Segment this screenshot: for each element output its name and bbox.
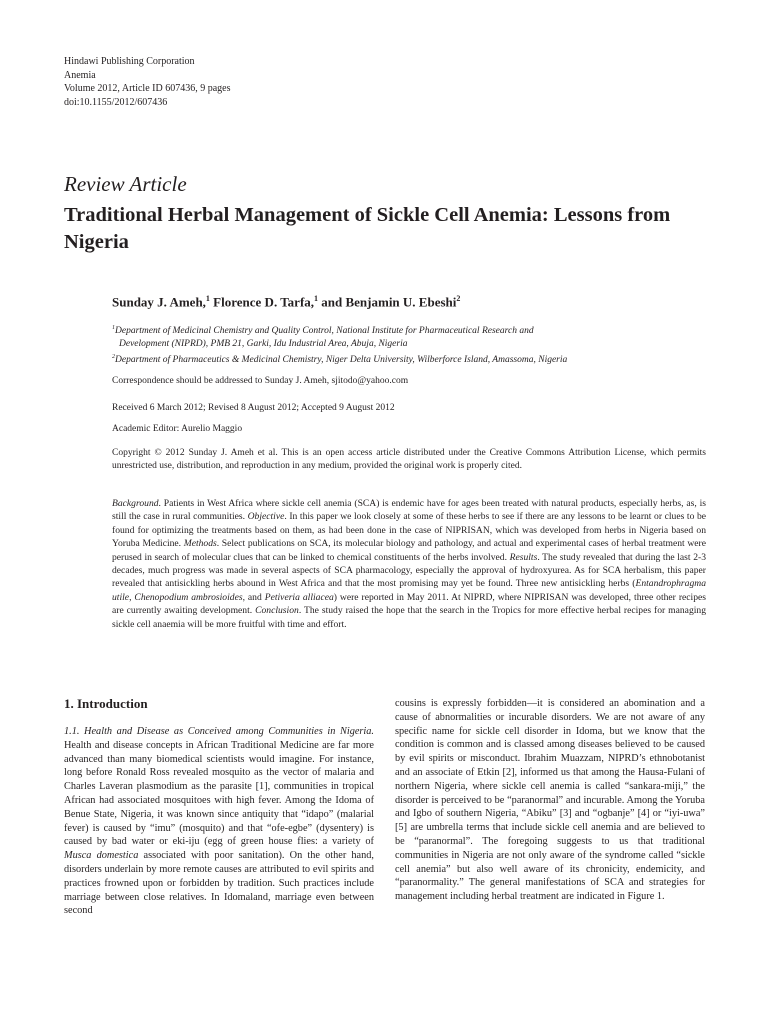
author-affil-mark: 1	[205, 294, 210, 303]
academic-editor: Academic Editor: Aurelio Maggio	[112, 424, 243, 434]
publisher-name: Hindawi Publishing Corporation	[64, 56, 195, 67]
subsection-heading: 1.1. Health and Disease as Conceived among Communities in Nigeria.	[64, 726, 374, 737]
abstract: Background. Patients in West Africa where sickle cell anemia (SCA) is endemic have for ages been treated with natural products, especially herbs, as, is still the case in rural communities. Objective. In this paper we look closely at some of these herbs to see if there are any lessons to be learnt or clues to be found for optimizing the treatments based on them, as had been done in the case of NIPRISAN, which was developed from herbs in Nigeria based on Yoruba Medicine. Methods. Select publications on SCA, its molecular biology and pathology, and actual and experimental cases of herbal treatment were perused in search of molecular clues that can be linked to chemical constituents of the herbs involved. Results. The study revealed that during the last 2-3 decades, much progress was made in several aspects of SCA pharmacology, especially the approval of hydroxyurea. As for SCA herbalism, this paper revealed that antisickling herbs abound in West Africa and that the most promising may yet be found. Three new antisickling herbs (Entandrophragma utile, Chenopodium ambrosioides, and Petiveria alliacea) were reported in May 2011. At NIPRD, where NIPRISAN was developed, three other recipes are currently awaiting development. Conclusion. The study raised the hope that the search in the Tropics for more effective herbal recipes for managing sickle cell anaemia will be more fruitful with time and effort.	[112, 498, 706, 630]
affiliation-1: $^1$Department of Medicinal Chemistry and Quality Control, National Institute for Pharmaceutical Research and	[112, 325, 534, 337]
author-name: Florence D. Tarfa,	[209, 294, 315, 310]
article-dates: Received 6 March 2012; Revised 8 August 2012; Accepted 9 August 2012	[112, 403, 395, 413]
paragraph: 1.1. Health and Disease as Conceived among Communities in Nigeria. Health and disease concepts in African Traditional Medicine are far more advanced than many biomedical scientists would imagine. For instance, long before Ronald Ross revealed mosquito as the vector of malaria and Charles Laveran plasmodium as the parasite [1], communities in tropical African had associated mosquitoes with high fever. Among the Idoma of Benue State, Nigeria, it was known since antiquity that “idapo” (malarial fever) is caused by “imu” (mosquito) and that “ofe-egbe” (dysentery) is caused by bad water or eki-iju (egg of green house flies: a variety of Musca domestica associated with poor sanitation). On the other hand, disorders underlain by more remote causes are attributed to evil spirits and practices frowned upon or forbidden by tradition. Such practices include marriage between close relatives. In Idomaland, marriage even between second	[64, 726, 374, 917]
email-link[interactable]: sjitodo@yahoo.com	[331, 376, 409, 386]
author-name: and Benjamin U. Ebeshi	[318, 294, 457, 310]
author-affil-mark: 1	[314, 294, 319, 303]
author-affil-mark: 2	[456, 294, 461, 303]
journal-name: Anemia	[64, 69, 96, 81]
copyright-notice: Copyright © 2012 Sunday J. Ameh et al. This is an open access article distributed under the Creative Commons Attribution License, which permits unrestricted use, distribution, and reproduction in any medium, provided the original work is properly cited.	[112, 448, 706, 471]
paragraph: cousins is expressly forbidden—it is considered an abomination and a cause of abnormalities or incurable disorders. We are not aware of any specific name for sickle cell disorder in Idoma, but we know that the condition is common and is classed among diseases believed to be caused by evil spirits or misconduct. Ibrahim Muazzam, NIPRD’s ethnobotanist and an associate of Etkin [2], informed us that among the Hausa-Fulani of northern Nigeria, where sickle cell anemia is called “sankara-miji,” the disorder is perceived to be “paranormal” and incurable. Among the Yoruba and Igbo of southern Nigeria, “Abiku” [3] and “ogbanje” [4] or “iyi-uwa” [5] are umbrella terms that include sickle cell anemia and are believed to be “paranormal”. The foregoing suggests to us that traditional communities in Nigeria are not only aware of the syndrome called “sickle cell anemia” but also well aware of its chronicity, endemicity, and “paranormality.” The general manifestations of SCA and strategies for management including herbal treatment are indicated in Figure 1.	[395, 698, 705, 903]
body-column-left	[64, 725, 374, 918]
affiliations	[112, 322, 712, 367]
body-column-right	[395, 697, 705, 904]
volume-line: Volume 2012, Article ID 607436, 9 pages	[64, 83, 231, 94]
correspondence: Correspondence should be addressed to Sunday J. Ameh, sjitodo@yahoo.com	[112, 376, 409, 386]
affiliation-1-continued: Development (NIPRD), PMB 21, Garki, Idu Industrial Area, Abuja, Nigeria	[119, 339, 408, 350]
doi-link[interactable]: doi:10.1155/2012/607436	[64, 96, 168, 108]
section-heading: 1. Introduction	[64, 696, 148, 711]
journal-header	[64, 55, 230, 109]
page-title: Traditional Herbal Management of Sickle Cell Anemia: Lessons from Nigeria	[64, 204, 671, 253]
author-name: Sunday J. Ameh,	[112, 294, 206, 310]
affiliation-2: $^2$Department of Pharmaceutics & Medicinal Chemistry, Niger Delta University, Wilberforce Island, Amassoma, Nigeria	[112, 354, 568, 366]
author-list	[112, 294, 460, 310]
article-type: Review Article	[64, 172, 187, 196]
